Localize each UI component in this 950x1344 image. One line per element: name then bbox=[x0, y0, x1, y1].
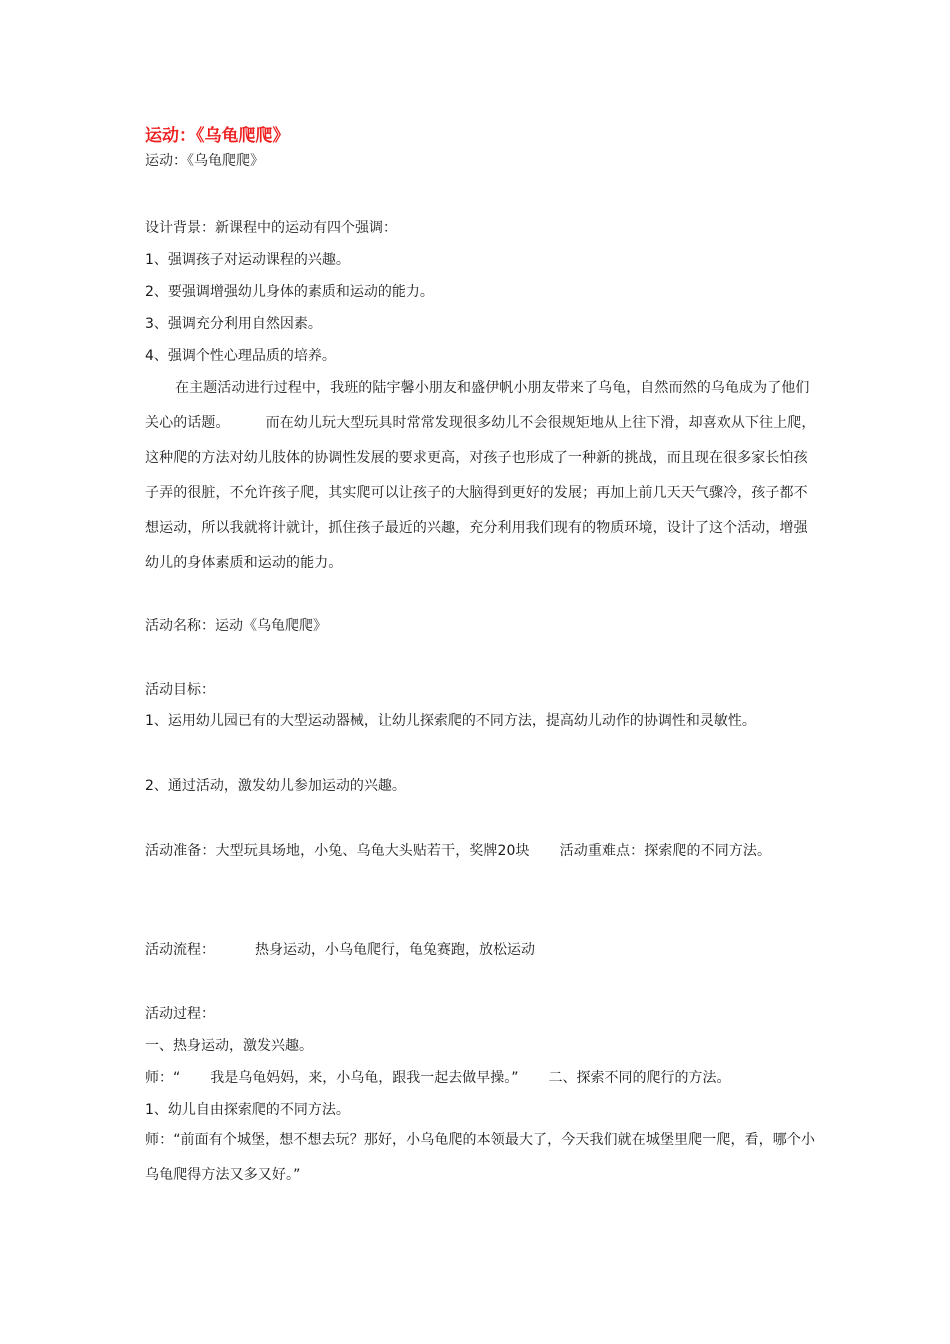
process-step-2-1: 1、幼儿自由探索爬的不同方法。 bbox=[145, 1102, 350, 1118]
preparation-paragraph bbox=[145, 834, 817, 869]
teacher-line-1-prefix: 师：“ bbox=[145, 1070, 181, 1086]
preparation: 活动准备：大型玩具场地，小兔、乌龟大头贴若干，奖牌20块 bbox=[145, 843, 530, 859]
goal-1: 1、运用幼儿园已有的大型运动器械，让幼儿探索爬的不同方法，提高幼儿动作的协调性和灵敏性。 bbox=[145, 713, 756, 729]
emphasis-item-1: 1、强调孩子对运动课程的兴趣。 bbox=[145, 252, 350, 268]
background-paragraph bbox=[145, 371, 817, 581]
teacher-line-2: 师：“前面有个城堡，想不想去玩？那好，小乌龟爬的本领最大了，今天我们就在城堡里爬一爬，看，哪个小乌龟爬得方法又多又好。” bbox=[145, 1132, 816, 1183]
key-points: 活动重难点：探索爬的不同方法。 bbox=[559, 843, 772, 859]
emphasis-item-2: 2、要强调增强幼儿身体的素质和运动的能力。 bbox=[145, 284, 434, 300]
background-paragraph-part-b: 而在幼儿玩大型玩具时常常发现很多幼儿不会很规矩地从上往下滑，却喜欢从下往上爬，这种爬的方法对幼儿肢体的协调性发展的要求更高，对孩子也形成了一种新的挑战，而且现在很多家长怕孩子弄的很脏，不允许孩子爬，其实爬可以让孩子的大脑得到更好的发展；再加上前几天天气骤冷，孩子都不想运动，所以我就将计就计，抓住孩子最近的兴趣，充分利用我们现有的物质环境，设计了这个活动，增强幼儿的身体素质和运动的能力。 bbox=[145, 415, 816, 571]
activity-name: 活动名称：运动《乌龟爬爬》 bbox=[145, 618, 327, 634]
background-paragraph-part-a: 在主题活动进行过程中，我班的陆宇馨小朋友和盛伊帆小朋友带来了乌龟，自然而然的乌龟成为了他们关心的话题。 bbox=[145, 380, 810, 431]
teacher-line-1-text: 我是乌龟妈妈，来，小乌龟，跟我一起去做早操。” bbox=[210, 1070, 519, 1086]
emphasis-item-3: 3、强调充分利用自然因素。 bbox=[145, 316, 322, 332]
document-title: 运动：《乌龟爬爬》 bbox=[145, 126, 290, 146]
emphasis-item-4: 4、强调个性心理品质的培养。 bbox=[145, 348, 336, 364]
process-heading: 活动过程： bbox=[145, 1006, 215, 1022]
teacher-line-1 bbox=[145, 1068, 825, 1088]
process-step-1: 一、热身运动，激发兴趣。 bbox=[145, 1038, 313, 1054]
document-subtitle: 运动：《乌龟爬爬》 bbox=[145, 153, 264, 169]
activity-flow bbox=[145, 940, 825, 960]
flow-content: 热身运动，小乌龟爬行，龟兔赛跑，放松运动 bbox=[255, 942, 535, 958]
flow-label: 活动流程： bbox=[145, 942, 215, 958]
process-step-2: 二、探索不同的爬行的方法。 bbox=[548, 1070, 731, 1086]
background-intro: 设计背景：新课程中的运动有四个强调： bbox=[145, 220, 397, 236]
goal-2: 2、通过活动，激发幼儿参加运动的兴趣。 bbox=[145, 778, 406, 794]
goals-heading: 活动目标： bbox=[145, 682, 215, 698]
